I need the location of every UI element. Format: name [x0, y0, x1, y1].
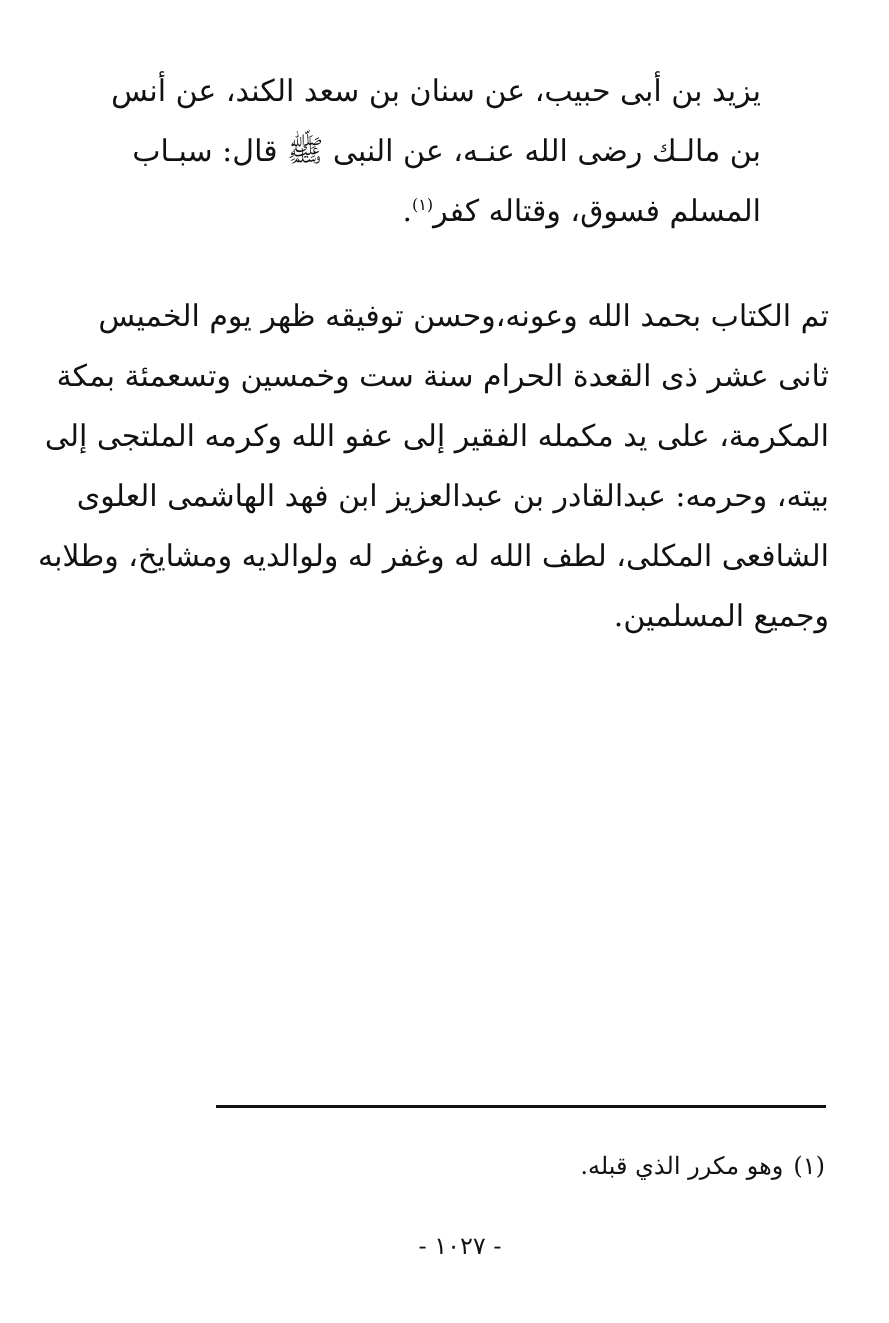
colophon-paragraph [37, 287, 829, 647]
end-punctuation: . [402, 194, 412, 229]
text-line: بن مالـك رضى الله عنـه، عن النبى ﷺ قال: سبـاب [132, 134, 761, 169]
text-line: وجميع المسلمين. [613, 599, 829, 634]
footnote [225, 1148, 825, 1184]
text-line: يزيد بن أبى حبيب، عن سنان بن سعد الكند، عن أنس [111, 74, 761, 109]
text-line: المكرمة، على يد مكمله الفقير إلى عفو الله وكرمه الملتجى إلى [44, 419, 829, 454]
hadith-paragraph [111, 62, 761, 242]
text-line: بيته، وحرمه: عبدالقادر بن عبدالعزيز ابن فهد الهاشمى العلوى [76, 479, 829, 514]
footnote-text: وهو مكرر الذي قبله. [580, 1152, 784, 1180]
text-line: الشافعى المكلى، لطف الله له وغفر له ولوالديه ومشايخ، وطلابه [37, 539, 829, 574]
text-line-content: المسلم فسوق، وقتاله كفر [433, 194, 761, 229]
text-line: ثانى عشر ذى القعدة الحرام سنة ست وخمسين وتسعمئة بمكة [56, 359, 829, 394]
text-line: تم الكتاب بحمد الله وعونه،وحسن توفيقه ظهر يوم الخميس [98, 299, 829, 334]
page-number: - ١٠٢٧ - [418, 1232, 502, 1260]
footnote-reference[interactable]: (١) [412, 195, 434, 214]
footnote-marker: (١) [793, 1152, 825, 1180]
text-line [121, 182, 761, 242]
footnote-separator [216, 1105, 826, 1108]
